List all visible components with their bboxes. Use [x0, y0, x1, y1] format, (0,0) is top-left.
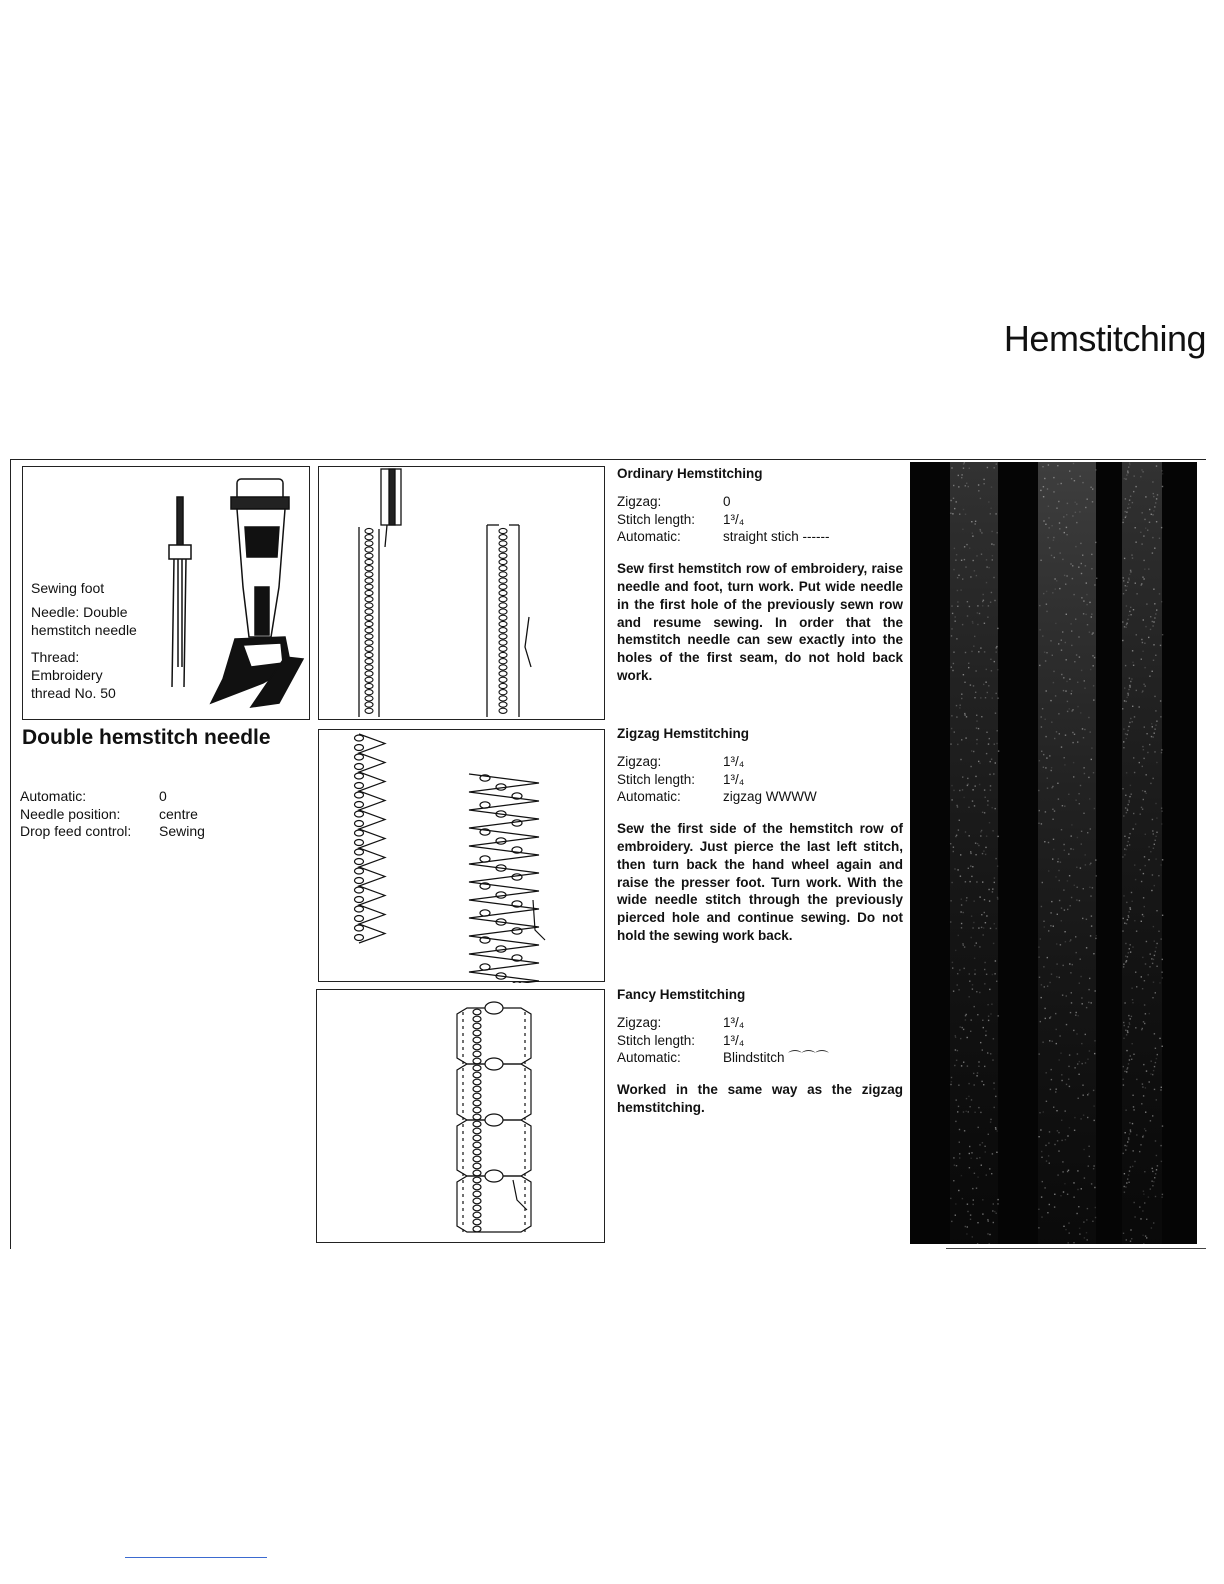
automatic-value: straight stich ------: [723, 529, 830, 545]
zigzag-row: [617, 493, 903, 511]
setting-value: Sewing: [159, 823, 205, 839]
presser-foot-icon: [211, 479, 303, 707]
length-value: 1³/₄: [723, 511, 745, 527]
page-title: Hemstitching: [1003, 318, 1206, 359]
zigzag-hemstitch-drawing: [319, 730, 606, 983]
length-value: 1³/₄: [723, 771, 745, 787]
automatic-value: Blindstitch ⌒⌒⌒: [723, 1050, 829, 1066]
automatic-key: Automatic:: [617, 789, 681, 805]
setting-key: Drop feed control:: [20, 823, 132, 839]
length-row: [617, 511, 903, 529]
zigzag-row: [617, 1014, 903, 1032]
zigzag-value: 1³/₄: [723, 753, 745, 769]
fancy-hemstitch-illustration-box: [316, 989, 605, 1243]
double-needle-icon: [169, 497, 191, 687]
top-rule: [10, 459, 1206, 460]
double-needle-heading: Double hemstitch needle: [22, 726, 271, 749]
setting-row: [20, 823, 205, 841]
fancy-heading: Fancy Hemstitching: [617, 987, 746, 1002]
thread-value: Embroidery thread No. 50: [31, 667, 116, 701]
setting-key: Needle position:: [20, 805, 121, 822]
zigzag-heading: Zigzag Hemstitching: [617, 726, 750, 741]
ordinary-heading: Ordinary Hemstitching: [617, 466, 763, 481]
needle-foot-drawing: [23, 467, 311, 721]
needle-label: Needle: Double hemstitch needle: [31, 604, 137, 638]
automatic-value: zigzag WWWW: [723, 789, 817, 805]
zigzag-hemstitch-illustration-box: [318, 729, 605, 982]
ordinary-section: [617, 465, 903, 685]
length-key: Stitch length:: [617, 511, 696, 527]
zigzag-key: Zigzag:: [617, 753, 662, 769]
length-row: [617, 1032, 903, 1050]
zigzag-section: [617, 725, 903, 945]
automatic-row: [617, 788, 903, 806]
automatic-row: [617, 528, 903, 546]
length-key: Stitch length:: [617, 771, 696, 787]
zigzag-key: Zigzag:: [617, 493, 662, 509]
fancy-section: [617, 986, 903, 1117]
ordinary-hemstitch-illustration-box: [318, 466, 605, 720]
zigzag-key: Zigzag:: [617, 1014, 662, 1030]
foot-needle-illustration-box: [22, 466, 310, 720]
zigzag-value: 1³/₄: [723, 1014, 745, 1030]
double-needle-settings: [20, 788, 205, 841]
bottom-rule: [946, 1248, 1206, 1249]
setting-row: [20, 806, 205, 824]
automatic-key: Automatic:: [617, 529, 681, 545]
setting-key: Automatic:: [20, 788, 87, 804]
zigzag-value: 0: [723, 493, 731, 509]
left-rule: [10, 459, 11, 1249]
ordinary-hemstitch-drawing: [319, 467, 606, 721]
length-key: Stitch length:: [617, 1032, 696, 1048]
zigzag-text: Sew the first side of the hemstitch row of embroidery. Just pierce the last left stitch, then turn back the hand wheel again and raise the presser foot. Turn work. With the wide needle stitch through the previously pierced hole and continue sewing. Do not hold the sewing work back.: [617, 821, 903, 943]
fancy-text: Worked in the same way as the zigzag hemstitching.: [617, 1082, 903, 1115]
hemstitch-sample-photo: [910, 462, 1197, 1244]
zigzag-row: [617, 753, 903, 771]
automatic-key: Automatic:: [617, 1050, 681, 1066]
automatic-row: [617, 1049, 903, 1067]
sewing-foot-label: Sewing foot: [31, 580, 105, 596]
ordinary-text: Sew first hemstitch row of embroidery, raise needle and foot, turn work. Put wide needle in the first hole of the previously sewn row and resume sewing. In order that the hemstitch needle can sew exactly into the holes of the first seam, do not hold back work.: [617, 561, 903, 683]
thread-label: Thread:: [31, 649, 80, 665]
length-row: [617, 771, 903, 789]
fancy-hemstitch-drawing: [317, 990, 606, 1244]
footer-link-line: [125, 1557, 267, 1558]
setting-value: 0: [159, 788, 167, 804]
setting-value: centre: [159, 805, 198, 822]
photo-texture: [910, 462, 1197, 1244]
setting-row: [20, 788, 205, 806]
length-value: 1³/₄: [723, 1032, 745, 1048]
